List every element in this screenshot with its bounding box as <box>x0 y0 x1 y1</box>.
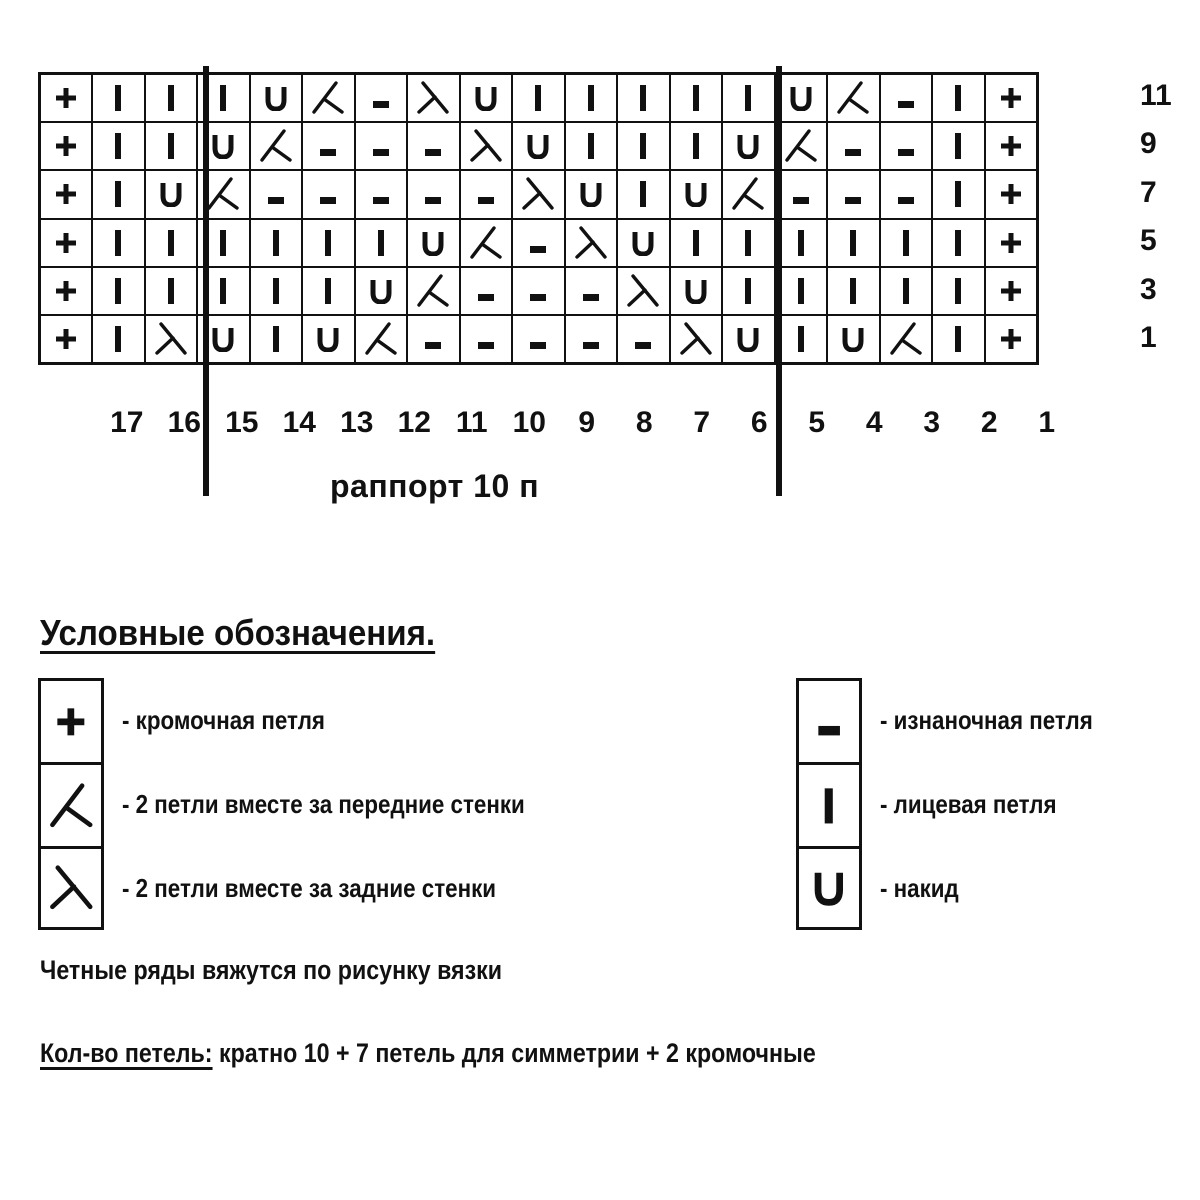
k2tog-back-icon <box>671 316 722 362</box>
knit-stitch-icon <box>146 220 197 266</box>
knit-stitch-icon <box>566 123 617 169</box>
chart-cell <box>460 267 513 315</box>
stitch-count-label: Кол-во петель: <box>40 1038 213 1068</box>
knit-stitch-icon <box>828 268 879 314</box>
column-label: 14 <box>282 406 316 439</box>
yarn-over-icon <box>671 268 722 314</box>
chart-cell <box>722 267 775 315</box>
knit-stitch-icon <box>93 268 144 314</box>
chart-cell <box>302 267 355 315</box>
chart-cell <box>145 122 198 170</box>
chart-cell <box>512 122 565 170</box>
knit-stitch-icon <box>933 268 984 314</box>
chart-cell <box>92 267 145 315</box>
chart-cell <box>302 315 355 363</box>
column-label: 4 <box>865 406 883 439</box>
chart-row-11 <box>40 74 1038 122</box>
legend-item <box>38 678 590 762</box>
chart-cell <box>460 170 513 218</box>
edge-stitch-icon <box>41 316 91 362</box>
knit-stitch-icon <box>933 123 984 169</box>
yarn-over-icon <box>723 123 774 169</box>
knit-stitch-icon <box>566 75 617 121</box>
knit-stitch-icon <box>723 75 774 121</box>
edge-stitch-icon <box>986 123 1036 169</box>
chart-cell <box>775 267 828 315</box>
chart-cell <box>250 74 303 122</box>
k2tog-back-icon <box>146 316 197 362</box>
purl-stitch-icon <box>776 171 827 217</box>
chart-cell <box>40 170 93 218</box>
purl-stitch-icon <box>513 268 564 314</box>
chart-cell <box>565 267 618 315</box>
edge-stitch-icon <box>41 123 91 169</box>
knit-stitch-icon <box>881 220 932 266</box>
stitch-count-text: кратно 10 + 7 петель для симметрии + 2 кромочные <box>212 1038 816 1068</box>
chart-cell <box>565 74 618 122</box>
chart-cell <box>722 122 775 170</box>
chart-cell <box>880 315 933 363</box>
yarn-over-icon <box>671 171 722 217</box>
chart-cell <box>827 219 880 267</box>
k2tog-front-icon <box>776 123 827 169</box>
column-label: 17 <box>110 406 144 439</box>
chart-row-1 <box>40 315 1038 363</box>
column-label: 9 <box>578 406 596 439</box>
knit-stitch-icon <box>251 220 302 266</box>
chart-cell <box>407 170 460 218</box>
knit-stitch-icon <box>933 75 984 121</box>
knit-stitch-icon <box>671 75 722 121</box>
purl-stitch-icon <box>356 171 407 217</box>
knit-stitch-icon <box>933 316 984 362</box>
k2tog-back-icon <box>461 123 512 169</box>
chart-row-9 <box>40 122 1038 170</box>
yarn-over-icon <box>513 123 564 169</box>
purl-stitch-icon <box>566 316 617 362</box>
chart-cell <box>250 315 303 363</box>
k2tog-front-icon <box>303 75 354 121</box>
edge-stitch-icon <box>41 75 91 121</box>
purl-stitch-icon <box>881 171 932 217</box>
k2tog-front-icon <box>828 75 879 121</box>
yarn-over-icon <box>303 316 354 362</box>
chart-cell <box>460 122 513 170</box>
chart-cell <box>722 219 775 267</box>
legend-text: - изнаночная петля <box>880 704 1093 735</box>
chart-cell <box>512 267 565 315</box>
row-label: 11 <box>1140 79 1172 112</box>
edge-stitch-icon <box>986 316 1036 362</box>
knit-stitch-icon <box>723 220 774 266</box>
chart-cell <box>355 122 408 170</box>
chart-cell <box>250 267 303 315</box>
chart-cell <box>880 122 933 170</box>
knit-stitch-icon <box>828 220 879 266</box>
chart-cell <box>827 74 880 122</box>
purl-stitch-icon <box>408 123 459 169</box>
chart-cell <box>40 315 93 363</box>
chart-cell <box>985 170 1038 218</box>
chart-cell <box>145 219 198 267</box>
knit-stitch-icon <box>618 123 669 169</box>
chart-cell <box>250 219 303 267</box>
chart-cell <box>827 267 880 315</box>
chart-cell <box>407 219 460 267</box>
chart-row-7 <box>40 170 1038 218</box>
purl-stitch-icon <box>513 220 564 266</box>
k2tog-front-icon <box>723 171 774 217</box>
chart-cell <box>670 315 723 363</box>
row-label: 9 <box>1140 127 1157 161</box>
knit-stitch-icon <box>513 75 564 121</box>
chart-cell <box>250 122 303 170</box>
chart-cell <box>670 122 723 170</box>
column-label: 1 <box>1038 406 1056 439</box>
yarn-over-icon <box>461 75 512 121</box>
even-rows-note: Четные ряды вяжутся по рисунку вязки <box>40 955 503 985</box>
chart-cell <box>407 267 460 315</box>
knit-stitch-icon <box>776 316 827 362</box>
row-label: 7 <box>1140 175 1157 209</box>
chart-cell <box>617 267 670 315</box>
chart-cell <box>145 74 198 122</box>
purl-stitch-icon <box>303 171 354 217</box>
knit-stitch-icon <box>146 268 197 314</box>
edge-stitch-icon <box>986 75 1036 121</box>
chart-cell <box>617 74 670 122</box>
chart-cell <box>407 315 460 363</box>
knit-stitch-icon <box>933 171 984 217</box>
chart-cell <box>617 219 670 267</box>
chart-cell <box>145 170 198 218</box>
repeat-boundary-left <box>203 66 209 496</box>
chart-cell <box>92 122 145 170</box>
purl-stitch-icon <box>408 171 459 217</box>
knit-stitch-icon <box>356 220 407 266</box>
chart-cell <box>775 315 828 363</box>
chart-cell <box>302 122 355 170</box>
purl-stitch-icon <box>513 316 564 362</box>
chart-cell <box>985 219 1038 267</box>
chart-cell <box>827 315 880 363</box>
chart-cell <box>565 315 618 363</box>
chart-cell <box>565 219 618 267</box>
repeat-label: раппорт 10 п <box>330 468 540 504</box>
chart-cell <box>407 74 460 122</box>
edge-stitch-icon <box>986 171 1036 217</box>
chart-cell <box>880 219 933 267</box>
knit-stitch-icon <box>776 220 827 266</box>
row-number-labels <box>1138 72 1198 362</box>
column-label: 7 <box>693 406 711 439</box>
chart-cell <box>932 170 985 218</box>
chart-table <box>38 72 1039 365</box>
chart-row-5 <box>40 219 1038 267</box>
knit-stitch-icon <box>93 75 144 121</box>
chart-cell <box>40 122 93 170</box>
chart-cell <box>565 122 618 170</box>
knit-stitch-icon <box>723 268 774 314</box>
column-label: 6 <box>750 406 768 439</box>
k2tog-back-icon <box>618 268 669 314</box>
chart-cell <box>722 74 775 122</box>
knit-stitch-icon <box>796 762 862 846</box>
row-label: 5 <box>1140 224 1157 258</box>
purl-stitch-icon <box>408 316 459 362</box>
knitting-chart-grid <box>38 72 1039 365</box>
chart-cell <box>775 122 828 170</box>
chart-cell <box>932 315 985 363</box>
chart-cell <box>460 219 513 267</box>
yarn-over-icon <box>618 220 669 266</box>
k2tog-back-icon <box>513 171 564 217</box>
legend-text: - лицевая петля <box>880 788 1057 819</box>
purl-stitch-icon <box>461 268 512 314</box>
purl-stitch-icon <box>566 268 617 314</box>
column-label-spacer <box>38 406 98 440</box>
chart-cell <box>302 74 355 122</box>
chart-cell <box>92 74 145 122</box>
knit-stitch-icon <box>618 75 669 121</box>
yarn-over-icon <box>146 171 197 217</box>
legend-right-column <box>796 678 1127 930</box>
knit-stitch-icon <box>776 268 827 314</box>
chart-cell <box>512 170 565 218</box>
column-label: 12 <box>397 406 431 439</box>
purl-stitch-icon <box>356 75 407 121</box>
chart-cell <box>617 122 670 170</box>
chart-cell <box>775 219 828 267</box>
column-label: 15 <box>225 406 259 439</box>
edge-stitch-icon <box>41 268 91 314</box>
legend-item <box>796 846 1127 930</box>
column-label: 11 <box>455 406 488 439</box>
chart-cell <box>302 219 355 267</box>
chart-cell <box>775 170 828 218</box>
chart-row-3 <box>40 267 1038 315</box>
knit-stitch-icon <box>303 220 354 266</box>
chart-cell <box>92 219 145 267</box>
chart-cell <box>722 170 775 218</box>
purl-stitch-icon <box>618 316 669 362</box>
yarn-over-icon <box>566 171 617 217</box>
chart-cell <box>932 267 985 315</box>
chart-cell <box>565 170 618 218</box>
yarn-over-icon <box>776 75 827 121</box>
chart-cell <box>775 74 828 122</box>
legend-item <box>796 762 1127 846</box>
knit-stitch-icon <box>933 220 984 266</box>
chart-cell <box>92 315 145 363</box>
stitch-count-note <box>40 1038 816 1069</box>
chart-cell <box>355 74 408 122</box>
legend-text: - кромочная петля <box>122 704 325 735</box>
column-label: 3 <box>923 406 941 439</box>
knit-stitch-icon <box>93 316 144 362</box>
chart-cell <box>827 170 880 218</box>
yarn-over-icon <box>828 316 879 362</box>
purl-stitch-icon <box>828 123 879 169</box>
chart-cell <box>670 170 723 218</box>
chart-cell <box>722 315 775 363</box>
knit-stitch-icon <box>146 123 197 169</box>
yarn-over-icon <box>408 220 459 266</box>
k2tog-front-icon <box>881 316 932 362</box>
chart-cell <box>355 267 408 315</box>
chart-cell <box>670 219 723 267</box>
chart-cell <box>827 122 880 170</box>
chart-cell <box>670 74 723 122</box>
knit-stitch-icon <box>251 268 302 314</box>
column-label: 5 <box>808 406 826 439</box>
legend-item <box>796 678 1127 762</box>
chart-cell <box>40 74 93 122</box>
knit-stitch-icon <box>618 171 669 217</box>
row-label: 1 <box>1140 320 1157 354</box>
legend-text: - 2 петли вместе за задние стенки <box>122 872 497 903</box>
k2tog-back-icon <box>38 846 104 930</box>
column-label: 2 <box>980 406 998 439</box>
edge-stitch-icon <box>986 268 1036 314</box>
chart-cell <box>145 315 198 363</box>
k2tog-front-icon <box>408 268 459 314</box>
knit-stitch-icon <box>671 123 722 169</box>
k2tog-back-icon <box>408 75 459 121</box>
knit-stitch-icon <box>146 75 197 121</box>
purl-stitch-icon <box>881 75 932 121</box>
chart-cell <box>145 267 198 315</box>
legend-left-column <box>38 678 590 930</box>
yarn-over-icon <box>356 268 407 314</box>
chart-cell <box>407 122 460 170</box>
chart-cell <box>460 315 513 363</box>
chart-cell <box>512 74 565 122</box>
legend-item <box>38 762 590 846</box>
legend-text: - 2 петли вместе за передние стенки <box>122 788 525 819</box>
k2tog-front-icon <box>356 316 407 362</box>
chart-cell <box>460 74 513 122</box>
purl-stitch-icon <box>881 123 932 169</box>
chart-cell <box>985 122 1038 170</box>
purl-stitch-icon <box>303 123 354 169</box>
chart-cell <box>880 74 933 122</box>
purl-stitch-icon <box>461 171 512 217</box>
k2tog-back-icon <box>566 220 617 266</box>
k2tog-front-icon <box>251 123 302 169</box>
chart-cell <box>512 315 565 363</box>
chart-cell <box>985 315 1038 363</box>
purl-stitch-icon <box>796 678 862 762</box>
knit-stitch-icon <box>251 316 302 362</box>
chart-cell <box>355 219 408 267</box>
legend-title: Условные обозначения. <box>40 612 436 653</box>
row-label: 3 <box>1140 272 1157 306</box>
chart-cell <box>92 170 145 218</box>
chart-cell <box>355 315 408 363</box>
purl-stitch-icon <box>461 316 512 362</box>
column-label: 8 <box>635 406 653 439</box>
column-label: 10 <box>512 406 546 439</box>
chart-cell <box>355 170 408 218</box>
chart-cell <box>617 315 670 363</box>
column-label: 16 <box>167 406 201 439</box>
chart-cell <box>932 74 985 122</box>
chart-cell <box>985 267 1038 315</box>
chart-cell <box>512 219 565 267</box>
knit-stitch-icon <box>303 268 354 314</box>
chart-cell <box>617 170 670 218</box>
k2tog-front-icon <box>38 762 104 846</box>
column-label: 13 <box>340 406 374 439</box>
edge-stitch-icon <box>38 678 104 762</box>
edge-stitch-icon <box>986 220 1036 266</box>
knit-stitch-icon <box>671 220 722 266</box>
chart-cell <box>932 122 985 170</box>
chart-cell <box>880 170 933 218</box>
edge-stitch-icon <box>41 171 91 217</box>
purl-stitch-icon <box>828 171 879 217</box>
chart-cell <box>40 267 93 315</box>
knit-stitch-icon <box>881 268 932 314</box>
yarn-over-icon <box>251 75 302 121</box>
chart-cell <box>40 219 93 267</box>
yarn-over-icon <box>723 316 774 362</box>
column-number-labels <box>38 406 1076 440</box>
legend-text: - накид <box>880 872 959 903</box>
chart-cell <box>985 74 1038 122</box>
purl-stitch-icon <box>251 171 302 217</box>
legend-item <box>38 846 590 930</box>
chart-cell <box>302 170 355 218</box>
chart-cell <box>250 170 303 218</box>
knit-stitch-icon <box>93 123 144 169</box>
purl-stitch-icon <box>356 123 407 169</box>
chart-cell <box>932 219 985 267</box>
k2tog-front-icon <box>461 220 512 266</box>
yarn-over-icon <box>796 846 862 930</box>
repeat-boundary-right <box>776 66 782 496</box>
chart-cell <box>880 267 933 315</box>
edge-stitch-icon <box>41 220 91 266</box>
knit-stitch-icon <box>93 220 144 266</box>
chart-cell <box>670 267 723 315</box>
knit-stitch-icon <box>93 171 144 217</box>
